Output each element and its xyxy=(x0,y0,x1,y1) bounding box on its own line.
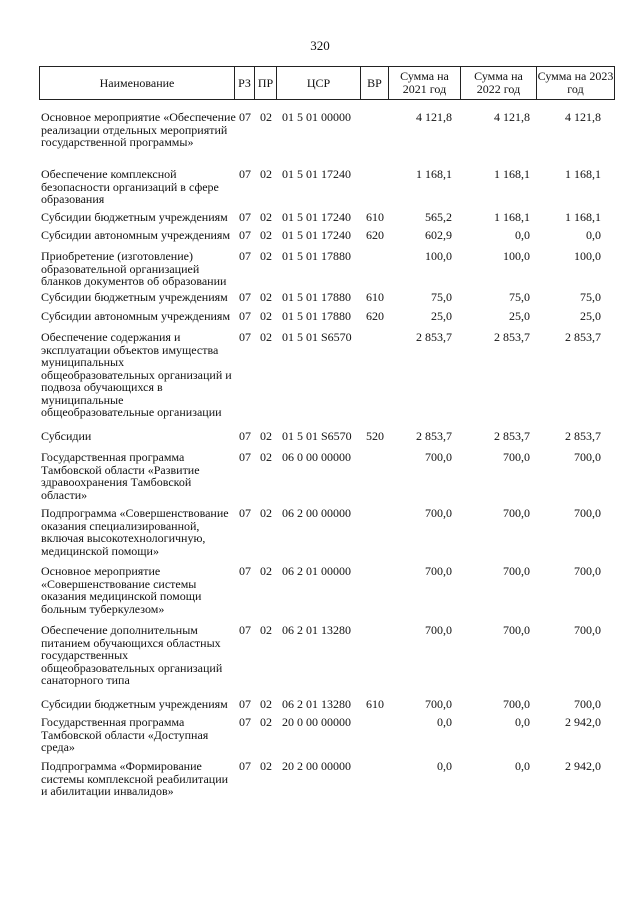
row-sum-2022: 2 853,7 xyxy=(494,429,530,443)
row-sum-2022: 4 121,8 xyxy=(494,110,530,124)
row-rz: 07 xyxy=(239,110,251,124)
row-csr: 01 5 01 17240 xyxy=(282,210,351,224)
row-rz: 07 xyxy=(239,429,251,443)
row-name: Субсидии автономным учреждениям xyxy=(41,228,231,242)
row-vr: 610 xyxy=(366,697,384,711)
row-rz: 07 xyxy=(239,715,251,729)
row-sum-2022: 700,0 xyxy=(503,697,530,711)
row-csr: 01 5 01 17880 xyxy=(282,249,351,263)
row-sum-2022: 700,0 xyxy=(503,564,530,578)
row-name: Субсидии бюджетным учреждениям xyxy=(41,290,228,304)
header-rz: РЗ xyxy=(234,67,254,99)
row-sum-2023: 1 168,1 xyxy=(565,210,601,224)
row-name: Субсидии автономным учреждениям xyxy=(41,309,231,323)
row-name: Основное мероприятие «Обеспечение реализации отдельных мероприятий государственной программы» xyxy=(41,110,236,149)
row-sum-2023: 700,0 xyxy=(574,623,601,637)
row-pr: 02 xyxy=(260,210,272,224)
row-csr: 20 0 00 00000 xyxy=(282,715,351,729)
table-header xyxy=(39,66,615,100)
row-pr: 02 xyxy=(260,429,272,443)
row-sum-2021: 700,0 xyxy=(425,697,452,711)
row-sum-2022: 0,0 xyxy=(515,228,530,242)
row-name: Субсидии xyxy=(41,429,92,443)
row-sum-2021: 2 853,7 xyxy=(416,429,452,443)
row-pr: 02 xyxy=(260,290,272,304)
row-sum-2021: 565,2 xyxy=(425,210,452,224)
row-rz: 07 xyxy=(239,759,251,773)
row-csr: 06 2 01 00000 xyxy=(282,564,351,578)
row-pr: 02 xyxy=(260,450,272,464)
row-sum-2021: 2 853,7 xyxy=(416,330,452,344)
row-pr: 02 xyxy=(260,623,272,637)
row-sum-2022: 700,0 xyxy=(503,506,530,520)
row-sum-2022: 1 168,1 xyxy=(494,167,530,181)
row-sum-2021: 0,0 xyxy=(437,759,452,773)
row-pr: 02 xyxy=(260,330,272,344)
row-sum-2023: 2 942,0 xyxy=(565,715,601,729)
row-name: Обеспечение дополнительным питанием обучающихся областных государственных общеобразовательных организаций санаторного типа xyxy=(41,623,223,687)
row-rz: 07 xyxy=(239,167,251,181)
header-vr: ВР xyxy=(360,67,388,99)
row-csr: 01 5 01 17880 xyxy=(282,309,351,323)
row-csr: 01 5 01 17240 xyxy=(282,167,351,181)
row-name: Основное мероприятие «Совершенствование системы оказания медицинской помощи больным туберкулезом» xyxy=(41,564,202,616)
row-csr: 01 5 01 S6570 xyxy=(282,330,352,344)
row-vr: 610 xyxy=(366,290,384,304)
row-pr: 02 xyxy=(260,167,272,181)
row-csr: 20 2 00 00000 xyxy=(282,759,351,773)
row-sum-2023: 25,0 xyxy=(580,309,601,323)
row-name: Приобретение (изготовление) образовательной организацией бланков документов об образовании xyxy=(41,249,227,288)
row-name: Государственная программа Тамбовской области «Развитие здравоохранения Тамбовской области» xyxy=(41,450,200,502)
row-csr: 06 2 01 13280 xyxy=(282,697,351,711)
row-pr: 02 xyxy=(260,110,272,124)
row-sum-2023: 1 168,1 xyxy=(565,167,601,181)
header-name: Наименование xyxy=(99,75,175,90)
header-sum-2022: Сумма на 2022 год xyxy=(460,67,536,99)
row-csr: 01 5 01 17240 xyxy=(282,228,351,242)
row-sum-2022: 100,0 xyxy=(503,249,530,263)
row-sum-2023: 0,0 xyxy=(586,228,601,242)
row-rz: 07 xyxy=(239,228,251,242)
row-csr: 06 2 01 13280 xyxy=(282,623,351,637)
row-csr: 06 2 00 00000 xyxy=(282,506,351,520)
row-pr: 02 xyxy=(260,564,272,578)
row-rz: 07 xyxy=(239,330,251,344)
row-pr: 02 xyxy=(260,506,272,520)
header-pr: ПР xyxy=(254,67,276,99)
row-sum-2022: 1 168,1 xyxy=(494,210,530,224)
row-sum-2021: 700,0 xyxy=(425,506,452,520)
row-sum-2023: 4 121,8 xyxy=(565,110,601,124)
row-sum-2022: 25,0 xyxy=(509,309,530,323)
row-sum-2021: 700,0 xyxy=(425,450,452,464)
row-sum-2021: 75,0 xyxy=(431,290,452,304)
row-csr: 01 5 01 S6570 xyxy=(282,429,352,443)
row-vr: 620 xyxy=(366,309,384,323)
row-name: Государственная программа Тамбовской области «Доступная среда» xyxy=(41,715,209,754)
row-sum-2023: 100,0 xyxy=(574,249,601,263)
row-rz: 07 xyxy=(239,309,251,323)
header-sum-2021: Сумма на 2021 год xyxy=(388,67,460,99)
row-sum-2023: 700,0 xyxy=(574,564,601,578)
row-rz: 07 xyxy=(239,564,251,578)
row-sum-2021: 0,0 xyxy=(437,715,452,729)
row-vr: 610 xyxy=(366,210,384,224)
row-pr: 02 xyxy=(260,759,272,773)
row-pr: 02 xyxy=(260,249,272,263)
row-sum-2021: 1 168,1 xyxy=(416,167,452,181)
row-vr: 620 xyxy=(366,228,384,242)
row-pr: 02 xyxy=(260,715,272,729)
row-name: Обеспечение комплексной безопасности организаций в сфере образования xyxy=(41,167,219,206)
row-rz: 07 xyxy=(239,210,251,224)
row-sum-2023: 2 853,7 xyxy=(565,330,601,344)
row-rz: 07 xyxy=(239,506,251,520)
row-sum-2023: 75,0 xyxy=(580,290,601,304)
row-csr: 01 5 01 17880 xyxy=(282,290,351,304)
row-name: Обеспечение содержания и эксплуатации объектов имущества муниципальных общеобразовательных организаций и подвоза обучающихся в муниципальные общеобразовательные организации xyxy=(41,330,232,419)
page-number: 320 xyxy=(310,38,330,53)
row-sum-2023: 700,0 xyxy=(574,506,601,520)
row-name: Субсидии бюджетным учреждениям xyxy=(41,697,228,711)
row-sum-2023: 700,0 xyxy=(574,697,601,711)
row-pr: 02 xyxy=(260,309,272,323)
row-sum-2022: 2 853,7 xyxy=(494,330,530,344)
row-name: Субсидии бюджетным учреждениям xyxy=(41,210,228,224)
row-sum-2022: 0,0 xyxy=(515,759,530,773)
row-pr: 02 xyxy=(260,228,272,242)
row-sum-2021: 25,0 xyxy=(431,309,452,323)
row-sum-2023: 2 853,7 xyxy=(565,429,601,443)
row-sum-2023: 2 942,0 xyxy=(565,759,601,773)
row-rz: 07 xyxy=(239,623,251,637)
row-sum-2022: 700,0 xyxy=(503,450,530,464)
row-vr: 520 xyxy=(366,429,384,443)
row-rz: 07 xyxy=(239,697,251,711)
row-csr: 01 5 01 00000 xyxy=(282,110,351,124)
row-pr: 02 xyxy=(260,697,272,711)
row-csr: 06 0 00 00000 xyxy=(282,450,351,464)
row-rz: 07 xyxy=(239,450,251,464)
row-sum-2021: 700,0 xyxy=(425,623,452,637)
row-sum-2021: 700,0 xyxy=(425,564,452,578)
row-sum-2021: 4 121,8 xyxy=(416,110,452,124)
row-sum-2022: 75,0 xyxy=(509,290,530,304)
row-sum-2021: 100,0 xyxy=(425,249,452,263)
header-sum-2023: Сумма на 2023 год xyxy=(536,67,614,99)
row-sum-2022: 700,0 xyxy=(503,623,530,637)
row-rz: 07 xyxy=(239,290,251,304)
row-sum-2023: 700,0 xyxy=(574,450,601,464)
row-name: Подпрограмма «Совершенствование оказания специализированной, включая высокотехнологичную, медицинской помощи» xyxy=(41,506,229,558)
row-sum-2021: 602,9 xyxy=(425,228,452,242)
row-sum-2022: 0,0 xyxy=(515,715,530,729)
row-name: Подпрограмма «Формирование системы комплексной реабилитации и абилитации инвалидов» xyxy=(41,759,229,798)
header-csr: ЦСР xyxy=(276,67,360,99)
row-rz: 07 xyxy=(239,249,251,263)
